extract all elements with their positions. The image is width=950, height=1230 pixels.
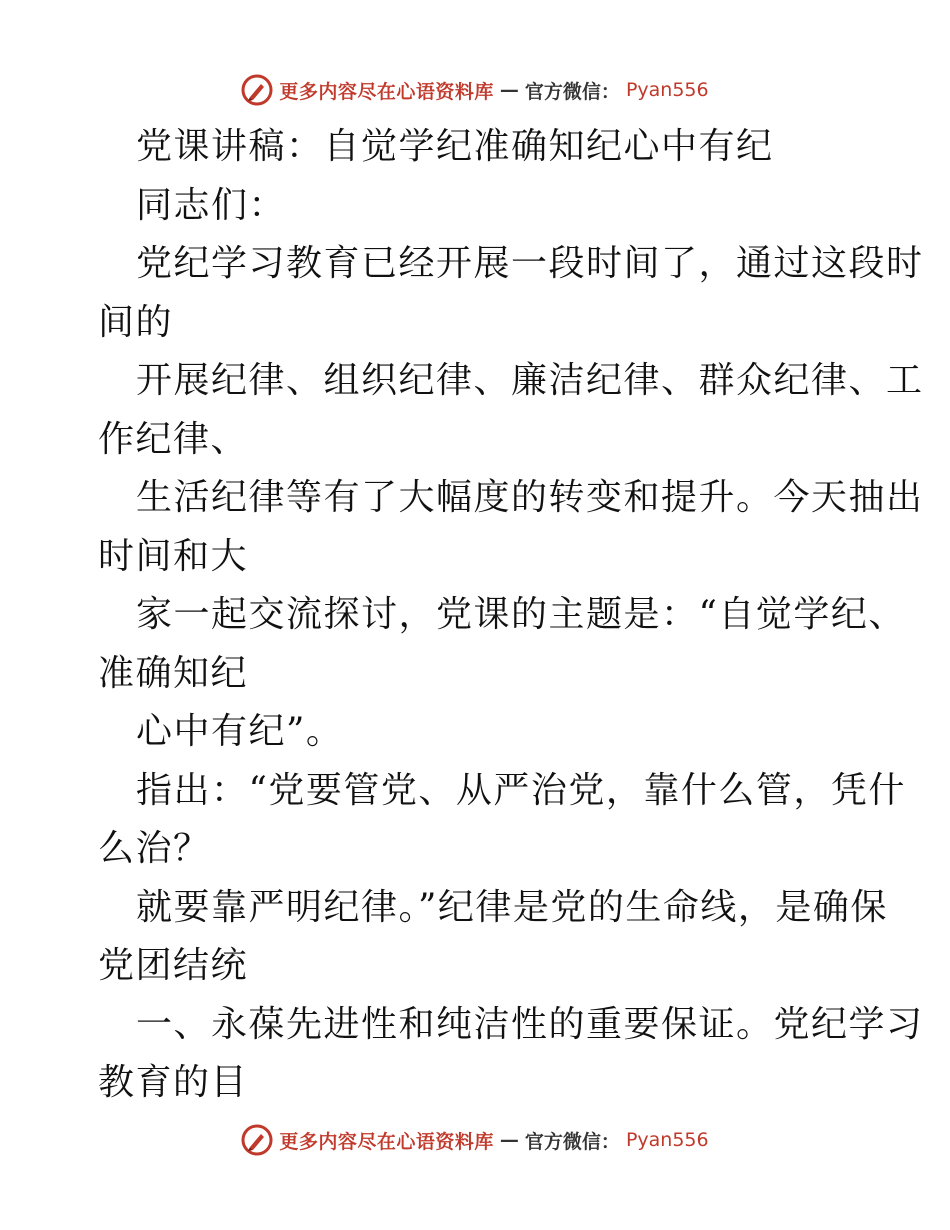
- text-line: 党团结统: [98, 945, 249, 986]
- text-line: 时间和大: [98, 535, 249, 577]
- text-line: 开展纪律、组织纪律、廉洁纪律、群众纪律、工: [136, 360, 924, 401]
- text-line: 就要靠严明纪律。”纪律是党的生命线，是确保: [136, 886, 888, 928]
- text-line: 么治？: [98, 828, 211, 869]
- document-body: [98, 118, 924, 1113]
- text-line: 间的: [98, 301, 174, 343]
- pen-logo-icon: [241, 1124, 273, 1156]
- banner-account: Pyan556: [625, 1129, 709, 1151]
- banner-dash: —: [499, 1129, 519, 1151]
- pen-logo-icon: [241, 74, 273, 106]
- document-title: 党课讲稿：自觉学纪准确知纪心中有纪: [136, 126, 774, 167]
- footer-banner: [0, 1120, 950, 1160]
- text-line: 指出：“党要管党、从严治党，靠什么管，凭什: [136, 769, 906, 811]
- banner-account: Pyan556: [625, 79, 709, 101]
- text-line: 作纪律、: [98, 418, 249, 460]
- text-line: 生活纪律等有了大幅度的转变和提升。今天抽出: [136, 477, 924, 518]
- banner-wechat-label: 官方微信：: [524, 1130, 620, 1153]
- salutation: 同志们：: [136, 184, 287, 226]
- banner-dash: —: [499, 79, 519, 101]
- banner-wechat-label: 官方微信：: [524, 80, 620, 103]
- text-line: 教育的目: [98, 1062, 249, 1103]
- banner-text: 更多内容尽在心语资料库: [279, 1130, 494, 1153]
- text-line: 准确知纪: [98, 652, 249, 694]
- text-line: 心中有纪”。: [136, 711, 344, 752]
- banner-text: 更多内容尽在心语资料库: [279, 80, 494, 103]
- text-line: 家一起交流探讨，党课的主题是：“自觉学纪、: [136, 594, 906, 635]
- text-line: 一、永葆先进性和纯洁性的重要保证。党纪学习: [136, 1003, 924, 1045]
- text-line: 党纪学习教育已经开展一段时间了，通过这段时: [136, 243, 924, 284]
- header-banner: [0, 70, 950, 110]
